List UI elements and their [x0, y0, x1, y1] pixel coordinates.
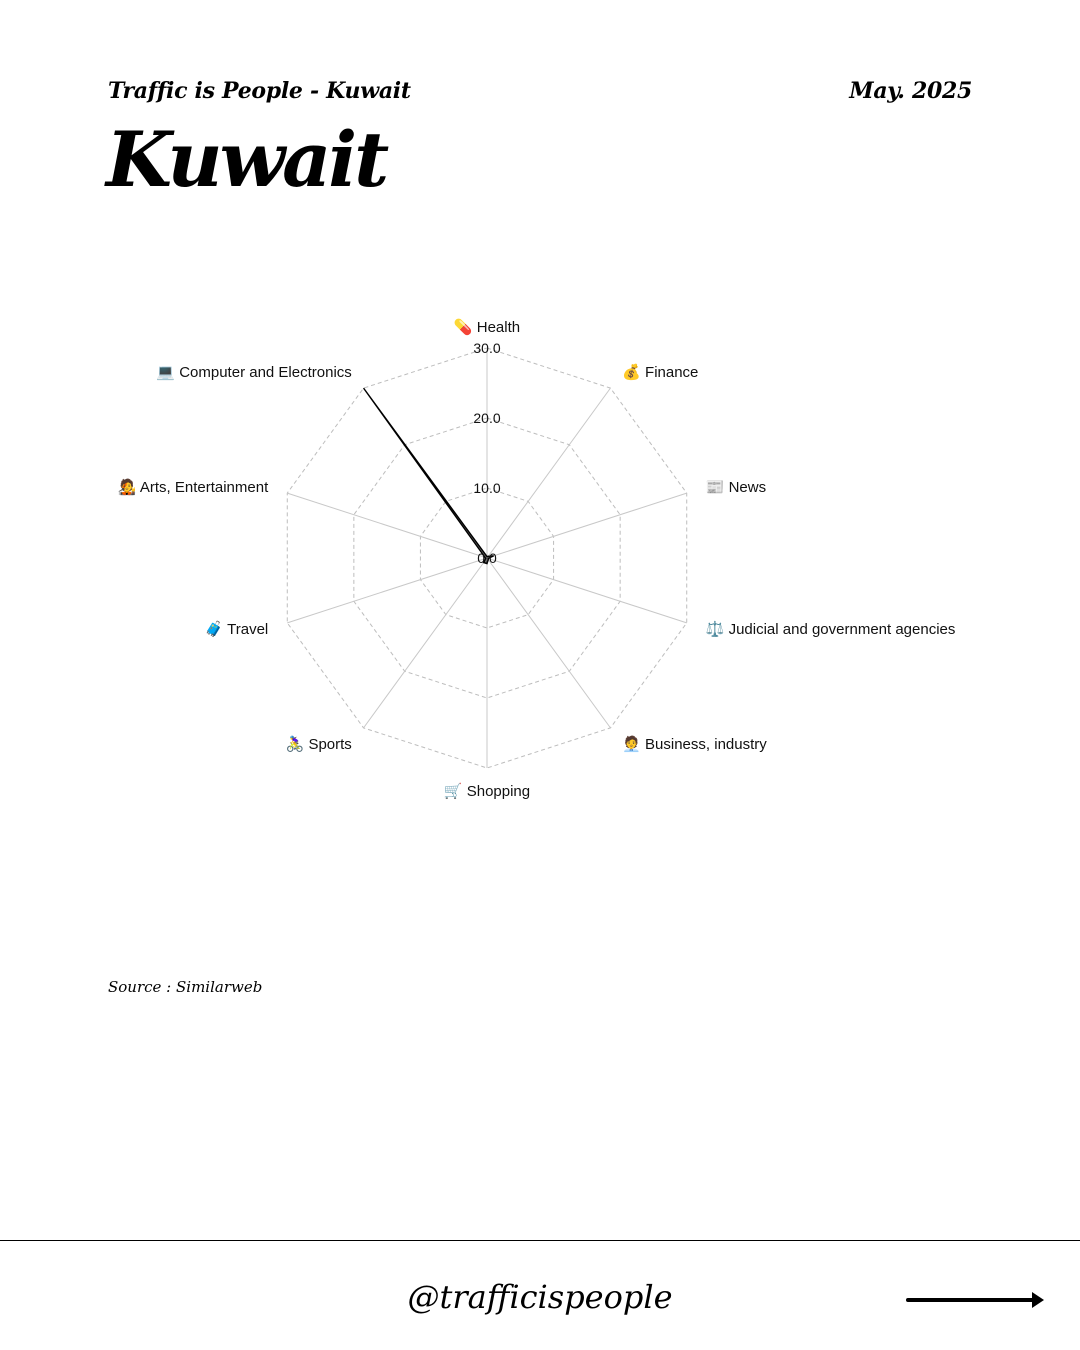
tick-label: 0.0 [477, 550, 497, 566]
tick-label: 30.0 [473, 340, 501, 356]
axis-label: 💊 Health [453, 319, 521, 336]
axis-label: 💰 Finance [622, 363, 699, 381]
grid-spoke [487, 388, 610, 558]
tick-label: 20.0 [473, 410, 501, 426]
radar-axis-labels [118, 317, 956, 800]
social-handle[interactable]: @trafficispeople [407, 1278, 673, 1316]
grid-spoke [287, 493, 487, 558]
axis-label: 🚴‍♀️ Sports [285, 736, 352, 754]
axis-label: 🧑‍💼 Business, industry [622, 736, 767, 754]
axis-label: ⚖️ Judicial and government agencies [705, 621, 956, 639]
grid-spoke [364, 558, 487, 728]
axis-label: 🛒 Shopping [443, 783, 531, 800]
date-label: May. 2025 [849, 78, 972, 104]
series-title: Traffic is People - Kuwait [108, 78, 411, 104]
axis-label: 🧳 Travel [204, 621, 269, 639]
axis-label: 📰 News [705, 478, 767, 496]
next-arrow-icon[interactable] [906, 1288, 1048, 1312]
page-title: Kuwait [106, 115, 387, 204]
axis-label: 💻 Computer and Electronics [156, 363, 352, 381]
source-note: Source : Similarweb [108, 978, 263, 996]
footer-divider [0, 1240, 1080, 1241]
grid-spoke [487, 558, 687, 623]
axis-label: 🧑‍🎤 Arts, Entertainment [117, 478, 269, 496]
grid-spoke [287, 558, 487, 623]
grid-spoke [487, 558, 610, 728]
tick-label: 10.0 [473, 480, 501, 496]
grid-spoke [487, 493, 687, 558]
